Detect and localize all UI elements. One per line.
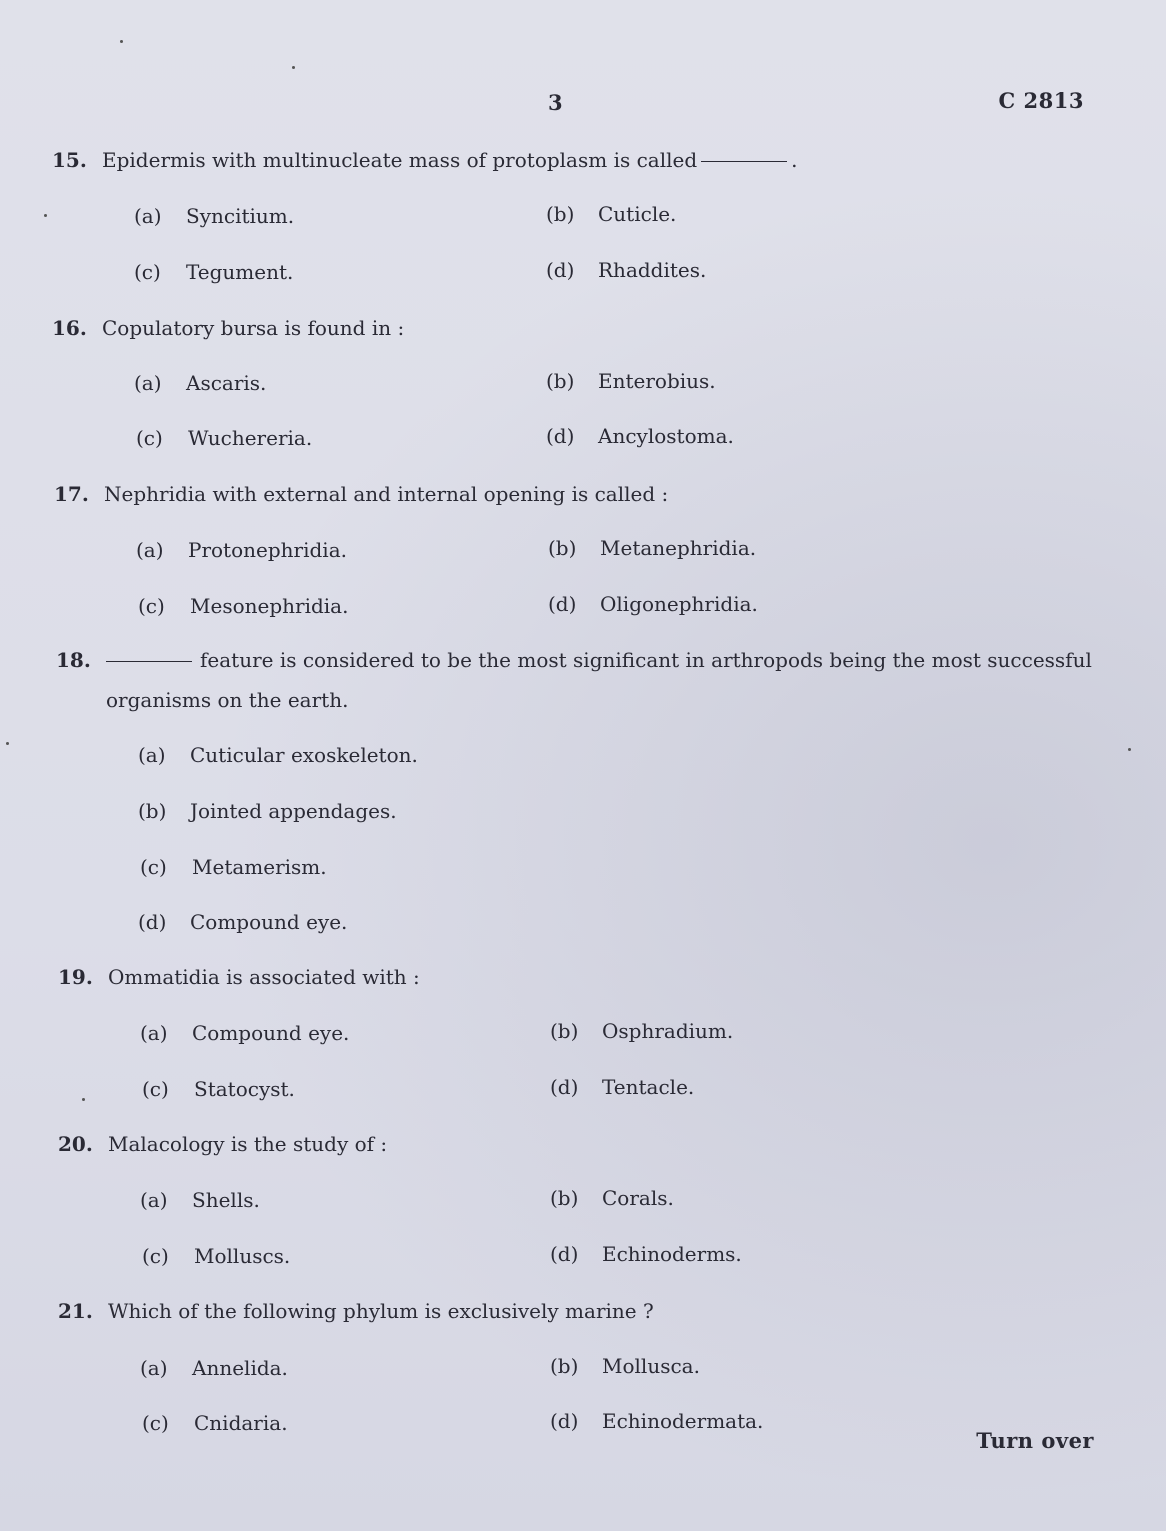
option-text: Compound eye.: [190, 910, 348, 934]
turn-over-note: Turn over: [976, 1428, 1094, 1453]
option-d: [548, 592, 758, 616]
question-number: 15.: [52, 148, 87, 172]
option-label: (a): [134, 204, 162, 228]
question-number: 21.: [58, 1299, 93, 1323]
option-b: [546, 369, 716, 393]
option-label: (a): [134, 371, 162, 395]
option-d: [546, 424, 734, 448]
option-a: [140, 1188, 260, 1212]
option-b: [550, 1186, 674, 1210]
question-21: [58, 1299, 654, 1323]
question-15: [52, 148, 798, 172]
option-label: (b): [550, 1019, 579, 1043]
option-label: (c): [142, 1244, 169, 1268]
option-text: Mollusca.: [602, 1354, 700, 1378]
scan-speck: [1128, 748, 1131, 751]
option-a: [136, 538, 347, 562]
option-text: Osphradium.: [602, 1019, 734, 1043]
option-text: Corals.: [602, 1186, 674, 1210]
option-label: (b): [546, 202, 575, 226]
option-a: [134, 204, 294, 228]
option-text: Tegument.: [186, 260, 294, 284]
option-label: (c): [142, 1411, 169, 1435]
option-a: [134, 371, 266, 395]
option-text: Syncitium.: [186, 204, 295, 228]
question-20: [58, 1132, 387, 1156]
option-text: Enterobius.: [598, 369, 716, 393]
option-text: Cuticular exoskeleton.: [190, 743, 418, 767]
option-text: Ancylostoma.: [598, 424, 734, 448]
option-d: [550, 1242, 742, 1266]
question-text: feature is considered to be the most significant in arthropods being the most successful: [200, 648, 1092, 672]
question-number: 19.: [58, 965, 93, 989]
option-label: (b): [138, 799, 167, 823]
option-text: Mesonephridia.: [190, 594, 349, 618]
option-a: [140, 1021, 349, 1045]
question-text: Which of the following phylum is exclusively marine ?: [108, 1299, 654, 1323]
scan-speck: [6, 742, 9, 745]
question-number: 18.: [56, 648, 91, 672]
fill-blank: [701, 161, 787, 162]
option-c: [142, 1244, 290, 1268]
question-text: Epidermis with multinucleate mass of protoplasm is called: [102, 148, 698, 172]
option-text: Wuchereria.: [188, 426, 313, 450]
option-label: (a): [140, 1021, 168, 1045]
option-text: Cnidaria.: [194, 1411, 288, 1435]
option-text: Echinoderms.: [602, 1242, 742, 1266]
paper-code: C 2813: [998, 88, 1084, 113]
option-label: (d): [550, 1409, 579, 1433]
option-text: Shells.: [192, 1188, 260, 1212]
question-text: Copulatory bursa is found in :: [102, 316, 405, 340]
option-label: (d): [138, 910, 167, 934]
option-label: (a): [140, 1188, 168, 1212]
option-label: (c): [134, 260, 161, 284]
question-text: Nephridia with external and internal opening is called :: [104, 482, 669, 506]
question-number: 20.: [58, 1132, 93, 1156]
question-text: Ommatidia is associated with :: [108, 965, 420, 989]
option-label: (a): [140, 1356, 168, 1380]
question-text-end: .: [791, 148, 798, 172]
option-text: Metanephridia.: [600, 536, 757, 560]
question-number: 17.: [54, 482, 89, 506]
option-label: (d): [550, 1242, 579, 1266]
question-16: [52, 316, 404, 340]
option-text: Rhaddites.: [598, 258, 707, 282]
option-d: [546, 258, 706, 282]
question-text: Malacology is the study of :: [108, 1132, 388, 1156]
question-17: [54, 482, 668, 506]
option-c: [140, 855, 327, 879]
option-d: [550, 1409, 763, 1433]
option-text: Cuticle.: [598, 202, 677, 226]
scan-speck: [82, 1098, 85, 1101]
option-label: (b): [546, 369, 575, 393]
page-number: 3: [548, 90, 563, 115]
option-c: [142, 1411, 288, 1435]
option-text: Molluscs.: [194, 1244, 291, 1268]
option-label: (d): [548, 592, 577, 616]
question-number: 16.: [52, 316, 87, 340]
option-label: (c): [140, 855, 167, 879]
option-label: (d): [550, 1075, 579, 1099]
option-b: [548, 536, 756, 560]
option-c: [136, 426, 312, 450]
option-text: Metamerism.: [192, 855, 327, 879]
option-label: (a): [138, 743, 166, 767]
option-text: Oligonephridia.: [600, 592, 758, 616]
option-label: (d): [546, 258, 575, 282]
option-label: (b): [550, 1354, 579, 1378]
option-label: (c): [142, 1077, 169, 1101]
option-b: [550, 1019, 733, 1043]
option-label: (b): [548, 536, 577, 560]
option-b: [138, 799, 397, 823]
option-text: Ascaris.: [186, 371, 267, 395]
option-text: Annelida.: [192, 1356, 288, 1380]
option-c: [134, 260, 293, 284]
option-label: (c): [136, 426, 163, 450]
option-d: [138, 910, 347, 934]
option-c: [142, 1077, 295, 1101]
option-label: (d): [546, 424, 575, 448]
option-b: [546, 202, 676, 226]
question-19: [58, 965, 420, 989]
option-label: (c): [138, 594, 165, 618]
question-18: [56, 648, 1092, 672]
option-a: [138, 743, 418, 767]
option-text: Jointed appendages.: [190, 799, 397, 823]
option-text: Statocyst.: [194, 1077, 295, 1101]
scan-speck: [120, 40, 123, 43]
option-c: [138, 594, 348, 618]
option-text: Tentacle.: [602, 1075, 695, 1099]
option-a: [140, 1356, 288, 1380]
option-b: [550, 1354, 700, 1378]
option-label: (a): [136, 538, 164, 562]
option-text: Protonephridia.: [188, 538, 347, 562]
scan-speck: [292, 66, 295, 69]
fill-blank: [106, 661, 192, 662]
option-d: [550, 1075, 694, 1099]
option-label: (b): [550, 1186, 579, 1210]
option-text: Compound eye.: [192, 1021, 350, 1045]
scan-speck: [44, 214, 47, 217]
question-18-continued: organisms on the earth.: [106, 688, 349, 712]
option-text: Echinodermata.: [602, 1409, 764, 1433]
